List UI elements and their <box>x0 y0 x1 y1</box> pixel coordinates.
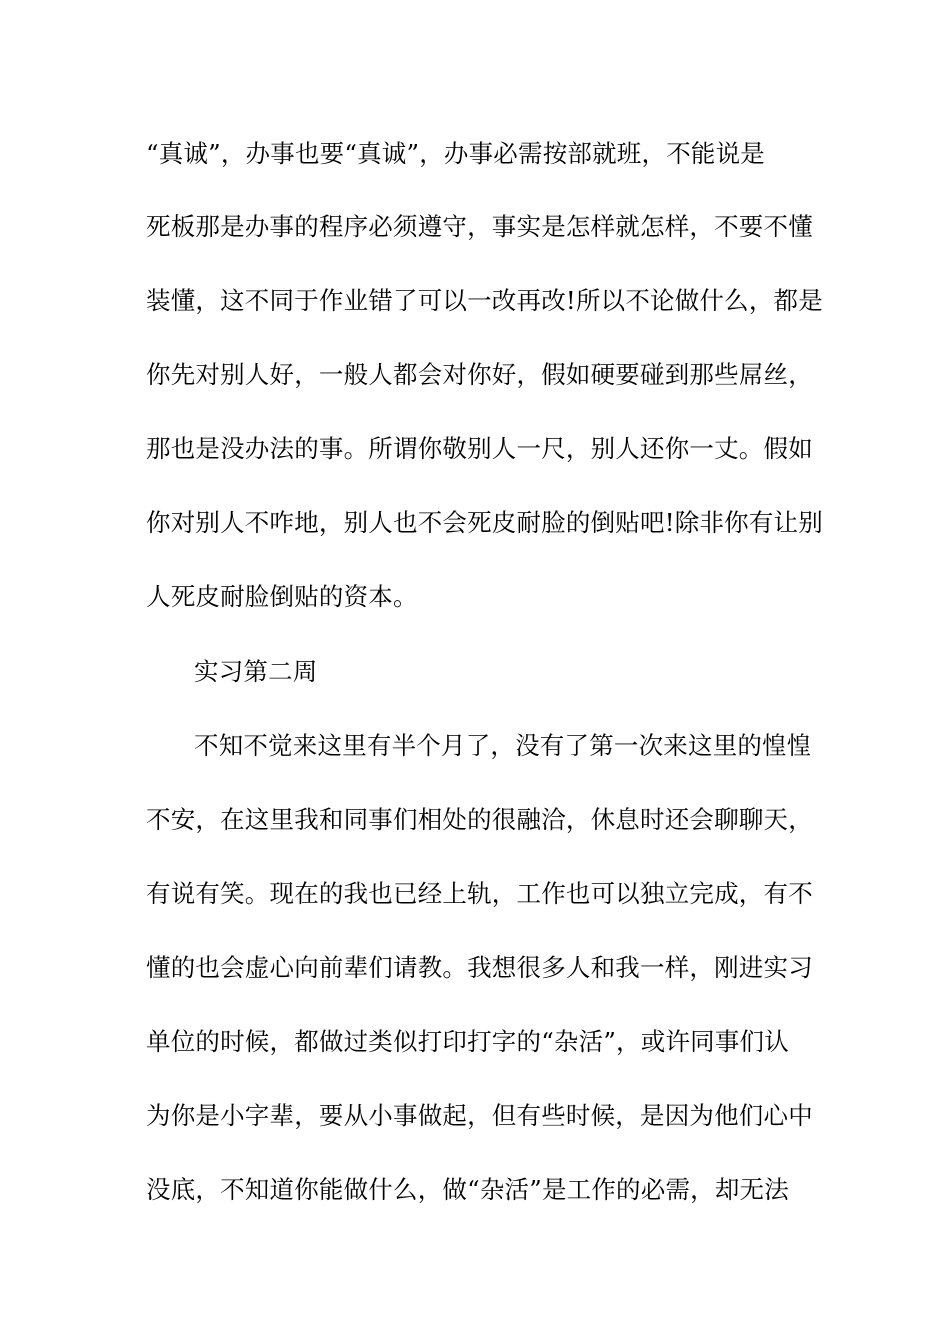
text-line: 装懂，这不同于作业错了可以一改再改!所以不论做什么，都是 <box>146 286 823 315</box>
text-line: 不安，在这里我和同事们相处的很融洽，休息时还会聊聊天， <box>146 805 813 834</box>
text-line: 有说有笑。现在的我也已经上轨，工作也可以独立完成，有不 <box>146 879 813 908</box>
text-line: 那也是没办法的事。所谓你敬别人一尺，别人还你一丈。假如 <box>146 434 813 463</box>
text-line: 你先对别人好，一般人都会对你好，假如硬要碰到那些屌丝， <box>146 360 813 389</box>
text-line: 不知不觉来这里有半个月了，没有了第一次来这里的惶惶 <box>194 731 812 760</box>
text-line: 人死皮耐脸倒贴的资本。 <box>146 582 418 611</box>
text-line: 为你是小字辈，要从小事做起，但有些时候，是因为他们心中 <box>146 1101 813 1130</box>
text-line: “真诚”，办事也要“真诚”，办事必需按部就班，不能说是 <box>146 139 765 168</box>
text-line: 懂的也会虚心向前辈们请教。我想很多人和我一样，刚进实习 <box>146 953 813 982</box>
text-line: 没底，不知道你能做什么，做“杂活”是工作的必需，却无法 <box>146 1175 789 1204</box>
text-line: 你对别人不咋地，别人也不会死皮耐脸的倒贴吧!除非你有让别 <box>146 508 823 537</box>
text-line: 死板那是办事的程序必须遵守，事实是怎样就怎样，不要不懂 <box>146 212 813 241</box>
text-line: 单位的时候，都做过类似打印打字的“杂活”，或许同事们认 <box>146 1027 789 1056</box>
section-title: 实习第二周 <box>194 657 318 686</box>
